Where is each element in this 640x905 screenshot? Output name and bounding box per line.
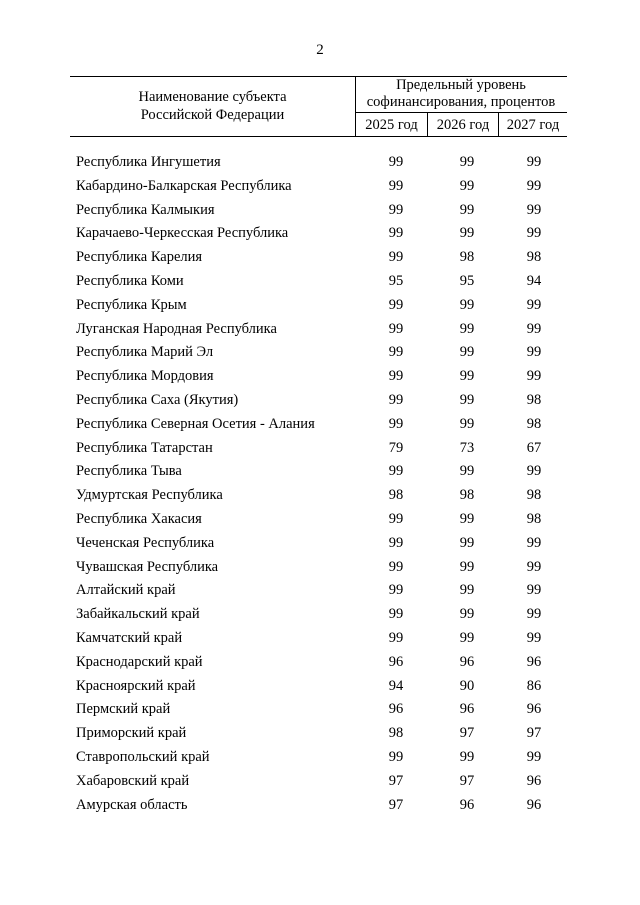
- value-2026: 99: [459, 748, 475, 765]
- region-name: Краснодарский край: [76, 653, 203, 670]
- group-header-line: Предельный уровень: [396, 77, 526, 93]
- year-header-2026: 2026 год: [436, 116, 490, 133]
- value-2025: 98: [388, 487, 404, 504]
- table-row: [0, 722, 640, 746]
- value-2025: 99: [388, 249, 404, 266]
- value-2026: 99: [459, 534, 475, 551]
- region-name: Республика Мордовия: [76, 368, 214, 385]
- value-2027: 99: [526, 225, 542, 242]
- group-header-line: софинансирования, процентов: [366, 94, 556, 110]
- value-2025: 99: [388, 558, 404, 575]
- table-row: [0, 341, 640, 365]
- region-name: Луганская Народная Республика: [76, 320, 277, 337]
- value-2027: 96: [526, 796, 542, 813]
- value-2026: 99: [459, 296, 475, 313]
- table-row: [0, 579, 640, 603]
- value-2025: 96: [388, 701, 404, 718]
- table-row: [0, 675, 640, 699]
- value-2025: 99: [388, 629, 404, 646]
- value-2027: 67: [526, 439, 542, 456]
- value-2027: 98: [526, 510, 542, 527]
- value-2025: 99: [388, 415, 404, 432]
- value-2027: 99: [526, 582, 542, 599]
- region-name: Республика Северная Осетия - Алания: [76, 415, 315, 432]
- value-2025: 98: [388, 725, 404, 742]
- region-name: Республика Марий Эл: [76, 344, 214, 361]
- region-name: Республика Тыва: [76, 463, 182, 480]
- value-2026: 99: [459, 201, 475, 218]
- value-2026: 99: [459, 415, 475, 432]
- value-2026: 99: [459, 344, 475, 361]
- value-2027: 99: [526, 606, 542, 623]
- value-2027: 99: [526, 629, 542, 646]
- value-2025: 94: [388, 677, 404, 694]
- value-2025: 99: [388, 177, 404, 194]
- region-name: Республика Саха (Якутия): [76, 391, 239, 408]
- value-2026: 99: [459, 391, 475, 408]
- table-row: [0, 222, 640, 246]
- value-2025: 99: [388, 201, 404, 218]
- value-2026: 99: [459, 225, 475, 242]
- value-2026: 99: [459, 320, 475, 337]
- region-name: Камчатский край: [76, 629, 183, 646]
- table-row: [0, 151, 640, 175]
- table-row: [0, 532, 640, 556]
- table-row: [0, 389, 640, 413]
- value-2027: 97: [526, 725, 542, 742]
- value-2027: 94: [526, 272, 542, 289]
- table-row: [0, 460, 640, 484]
- cofinancing-group-header: [355, 76, 567, 112]
- year-header-2027: 2027 год: [506, 116, 560, 133]
- table-row: [0, 508, 640, 532]
- value-2027: 96: [526, 701, 542, 718]
- value-2026: 99: [459, 606, 475, 623]
- value-2025: 95: [388, 272, 404, 289]
- value-2026: 99: [459, 582, 475, 599]
- name-column-header-line: Российской Федерации: [140, 107, 285, 123]
- region-name: Республика Карелия: [76, 249, 203, 266]
- value-2026: 96: [459, 653, 475, 670]
- value-2026: 99: [459, 368, 475, 385]
- value-2026: 99: [459, 154, 475, 170]
- region-name: Чеченская Республика: [76, 534, 215, 551]
- year-header-2025: 2025 год: [365, 116, 418, 133]
- table-row: [0, 651, 640, 675]
- value-2026: 99: [459, 629, 475, 646]
- value-2025: 99: [388, 606, 404, 623]
- value-2027: 98: [526, 391, 542, 408]
- value-2025: 99: [388, 344, 404, 361]
- value-2025: 99: [388, 154, 404, 170]
- table-header: [70, 76, 567, 137]
- value-2026: 73: [459, 439, 475, 456]
- table-row: [0, 746, 640, 770]
- region-name: Хабаровский край: [76, 772, 190, 789]
- table-row: [0, 627, 640, 651]
- value-2027: 99: [526, 463, 542, 480]
- value-2025: 99: [388, 582, 404, 599]
- region-name: Красноярский край: [76, 677, 196, 694]
- value-2026: 98: [459, 249, 475, 266]
- value-2027: 86: [526, 677, 542, 694]
- table-row: [0, 199, 640, 223]
- region-name: Приморский край: [76, 725, 187, 742]
- value-2026: 96: [459, 701, 475, 718]
- region-name: Амурская область: [76, 796, 188, 813]
- value-2025: 99: [388, 296, 404, 313]
- value-2027: 99: [526, 177, 542, 194]
- region-name: Кабардино-Балкарская Республика: [76, 177, 292, 194]
- table-row: [0, 175, 640, 199]
- value-2027: 99: [526, 320, 542, 337]
- table-row: [0, 270, 640, 294]
- value-2027: 96: [526, 653, 542, 670]
- value-2025: 99: [388, 463, 404, 480]
- value-2027: 99: [526, 368, 542, 385]
- value-2026: 90: [459, 677, 475, 694]
- value-2027: 99: [526, 154, 542, 170]
- region-name: Забайкальский край: [76, 606, 200, 623]
- table-row: [0, 246, 640, 270]
- table-row: [0, 413, 640, 437]
- table-row: [0, 770, 640, 794]
- value-2026: 96: [459, 796, 475, 813]
- table-row: [0, 365, 640, 389]
- table-row: [0, 698, 640, 722]
- value-2026: 99: [459, 463, 475, 480]
- region-name: Пермский край: [76, 701, 171, 718]
- value-2026: 97: [459, 772, 475, 789]
- value-2027: 99: [526, 534, 542, 551]
- value-2027: 96: [526, 772, 542, 789]
- table-row: [0, 294, 640, 318]
- table-row: [0, 556, 640, 580]
- name-column-header-line: Наименование субъекта: [138, 89, 287, 105]
- table-row: [0, 794, 640, 818]
- value-2025: 99: [388, 320, 404, 337]
- page-number: 2: [316, 42, 324, 58]
- value-2027: 99: [526, 558, 542, 575]
- region-name: Республика Хакасия: [76, 510, 202, 527]
- value-2026: 95: [459, 272, 475, 289]
- value-2025: 79: [388, 439, 404, 456]
- table-row: [0, 484, 640, 508]
- value-2027: 98: [526, 415, 542, 432]
- value-2026: 98: [459, 487, 475, 504]
- value-2027: 98: [526, 249, 542, 266]
- value-2025: 97: [388, 796, 404, 813]
- region-name: Республика Калмыкия: [76, 201, 215, 218]
- value-2027: 99: [526, 201, 542, 218]
- value-2025: 99: [388, 368, 404, 385]
- value-2025: 99: [388, 510, 404, 527]
- value-2026: 99: [459, 558, 475, 575]
- value-2026: 99: [459, 177, 475, 194]
- region-name: Ставропольский край: [76, 748, 210, 765]
- value-2027: 99: [526, 748, 542, 765]
- value-2025: 96: [388, 653, 404, 670]
- table-row: [0, 437, 640, 461]
- value-2026: 97: [459, 725, 475, 742]
- value-2025: 97: [388, 772, 404, 789]
- value-2027: 99: [526, 344, 542, 361]
- table-body: [0, 151, 640, 817]
- value-2026: 99: [459, 510, 475, 527]
- value-2027: 98: [526, 487, 542, 504]
- region-name: Республика Коми: [76, 272, 184, 289]
- value-2025: 99: [388, 225, 404, 242]
- region-name: Карачаево-Черкесская Республика: [76, 225, 289, 242]
- region-name: Республика Ингушетия: [76, 154, 221, 170]
- region-name: Республика Крым: [76, 296, 187, 313]
- value-2025: 99: [388, 534, 404, 551]
- value-2025: 99: [388, 391, 404, 408]
- value-2025: 99: [388, 748, 404, 765]
- region-name: Чувашская Республика: [76, 558, 219, 575]
- table-row: [0, 603, 640, 627]
- region-name: Республика Татарстан: [76, 439, 213, 456]
- table-row: [0, 318, 640, 342]
- region-name: Удмуртская Республика: [76, 487, 223, 504]
- name-column-header: [70, 76, 355, 136]
- region-name: Алтайский край: [76, 582, 176, 599]
- value-2027: 99: [526, 296, 542, 313]
